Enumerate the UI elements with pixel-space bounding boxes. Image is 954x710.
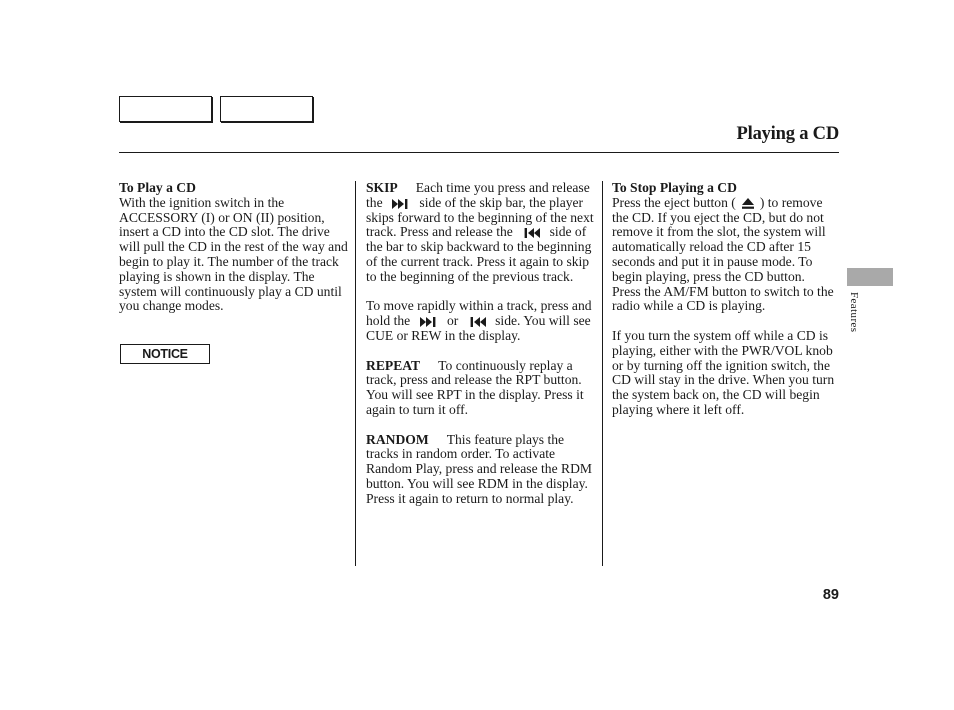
play-cd-text: With the ignition switch in the ACCESSORY (I) or ON (II) position, insert a CD into the CD slot. The drive will pull the CD in the rest of the way and begin to play it. The number of the track playing is shown in the display. The system will continuously play a CD until you change modes. xyxy=(119,194,348,314)
column-play-cd xyxy=(119,181,349,329)
cue-or: or xyxy=(447,313,459,329)
section-heading-play-cd: To Play a CD xyxy=(119,180,196,195)
random-term: RANDOM xyxy=(366,431,429,447)
skip-back-icon xyxy=(522,228,540,238)
repeat-text: To continuously replay a track, press and release the RPT button. You will see RPT in the display. Press it again to turn it off. xyxy=(366,357,584,417)
off-text: If you turn the system off while a CD is playing, either with the PWR/VOL knob or by turning off the ignition switch, the CD will stay in the drive. When you turn the system back on, the CD will begin playing where it left off. xyxy=(612,327,835,417)
skip-text-c: side of the bar to skip backward to the beginning of the current track. Press it again to skip to the beginning of the previous track. xyxy=(366,224,592,284)
page-title: Playing a CD xyxy=(736,124,839,144)
column-skip-repeat-random xyxy=(366,181,594,521)
cue-paragraph xyxy=(366,299,594,343)
notice-badge: NOTICE xyxy=(120,344,210,364)
skip-text-a: Each time you press and release the xyxy=(366,180,590,210)
skip-text-b: side of the skip bar, the player skips forward to the beginning of the next track. Press and release the xyxy=(366,194,594,240)
skip-paragraph xyxy=(366,181,594,285)
repeat-paragraph xyxy=(366,359,594,418)
eject-text-a: Press the eject button ( xyxy=(612,194,736,210)
eject-icon xyxy=(742,198,754,209)
eject-text-b: ) to remove the CD. If you eject the CD, but do not remove it from the slot, the system will automatically reload the CD after 15 seconds and put it in pause mode. To begin playing, press the CD button. xyxy=(612,194,826,284)
nav-box-next[interactable] xyxy=(220,96,313,122)
column-divider xyxy=(355,181,356,566)
section-tab xyxy=(847,268,893,286)
random-paragraph xyxy=(366,433,594,507)
random-text: This feature plays the tracks in random order. To activate Random Play, press and release the RDM button. You will see RDM in the display. Press it again to return to normal play. xyxy=(366,431,593,506)
nav-box-previous[interactable] xyxy=(119,96,212,122)
cue-text-a: To move rapidly within a track, press and hold the xyxy=(366,298,592,329)
section-heading-stop-cd: To Stop Playing a CD xyxy=(612,180,737,195)
skip-term: SKIP xyxy=(366,180,398,195)
skip-back-icon xyxy=(468,317,486,327)
header-rule xyxy=(119,152,839,153)
cue-text-b: side. You will see CUE or REW in the display. xyxy=(366,313,591,343)
skip-forward-icon xyxy=(420,317,438,327)
page-number: 89 xyxy=(822,587,839,603)
section-label: Features xyxy=(848,292,860,333)
off-paragraph xyxy=(612,329,840,418)
column-divider xyxy=(602,181,603,566)
amfm-text: Press the AM/FM button to switch to the radio while a CD is playing. xyxy=(612,283,834,314)
skip-forward-icon xyxy=(392,199,410,209)
column-stop-cd xyxy=(612,181,840,433)
repeat-term: REPEAT xyxy=(366,357,421,373)
stop-paragraph xyxy=(612,181,840,314)
